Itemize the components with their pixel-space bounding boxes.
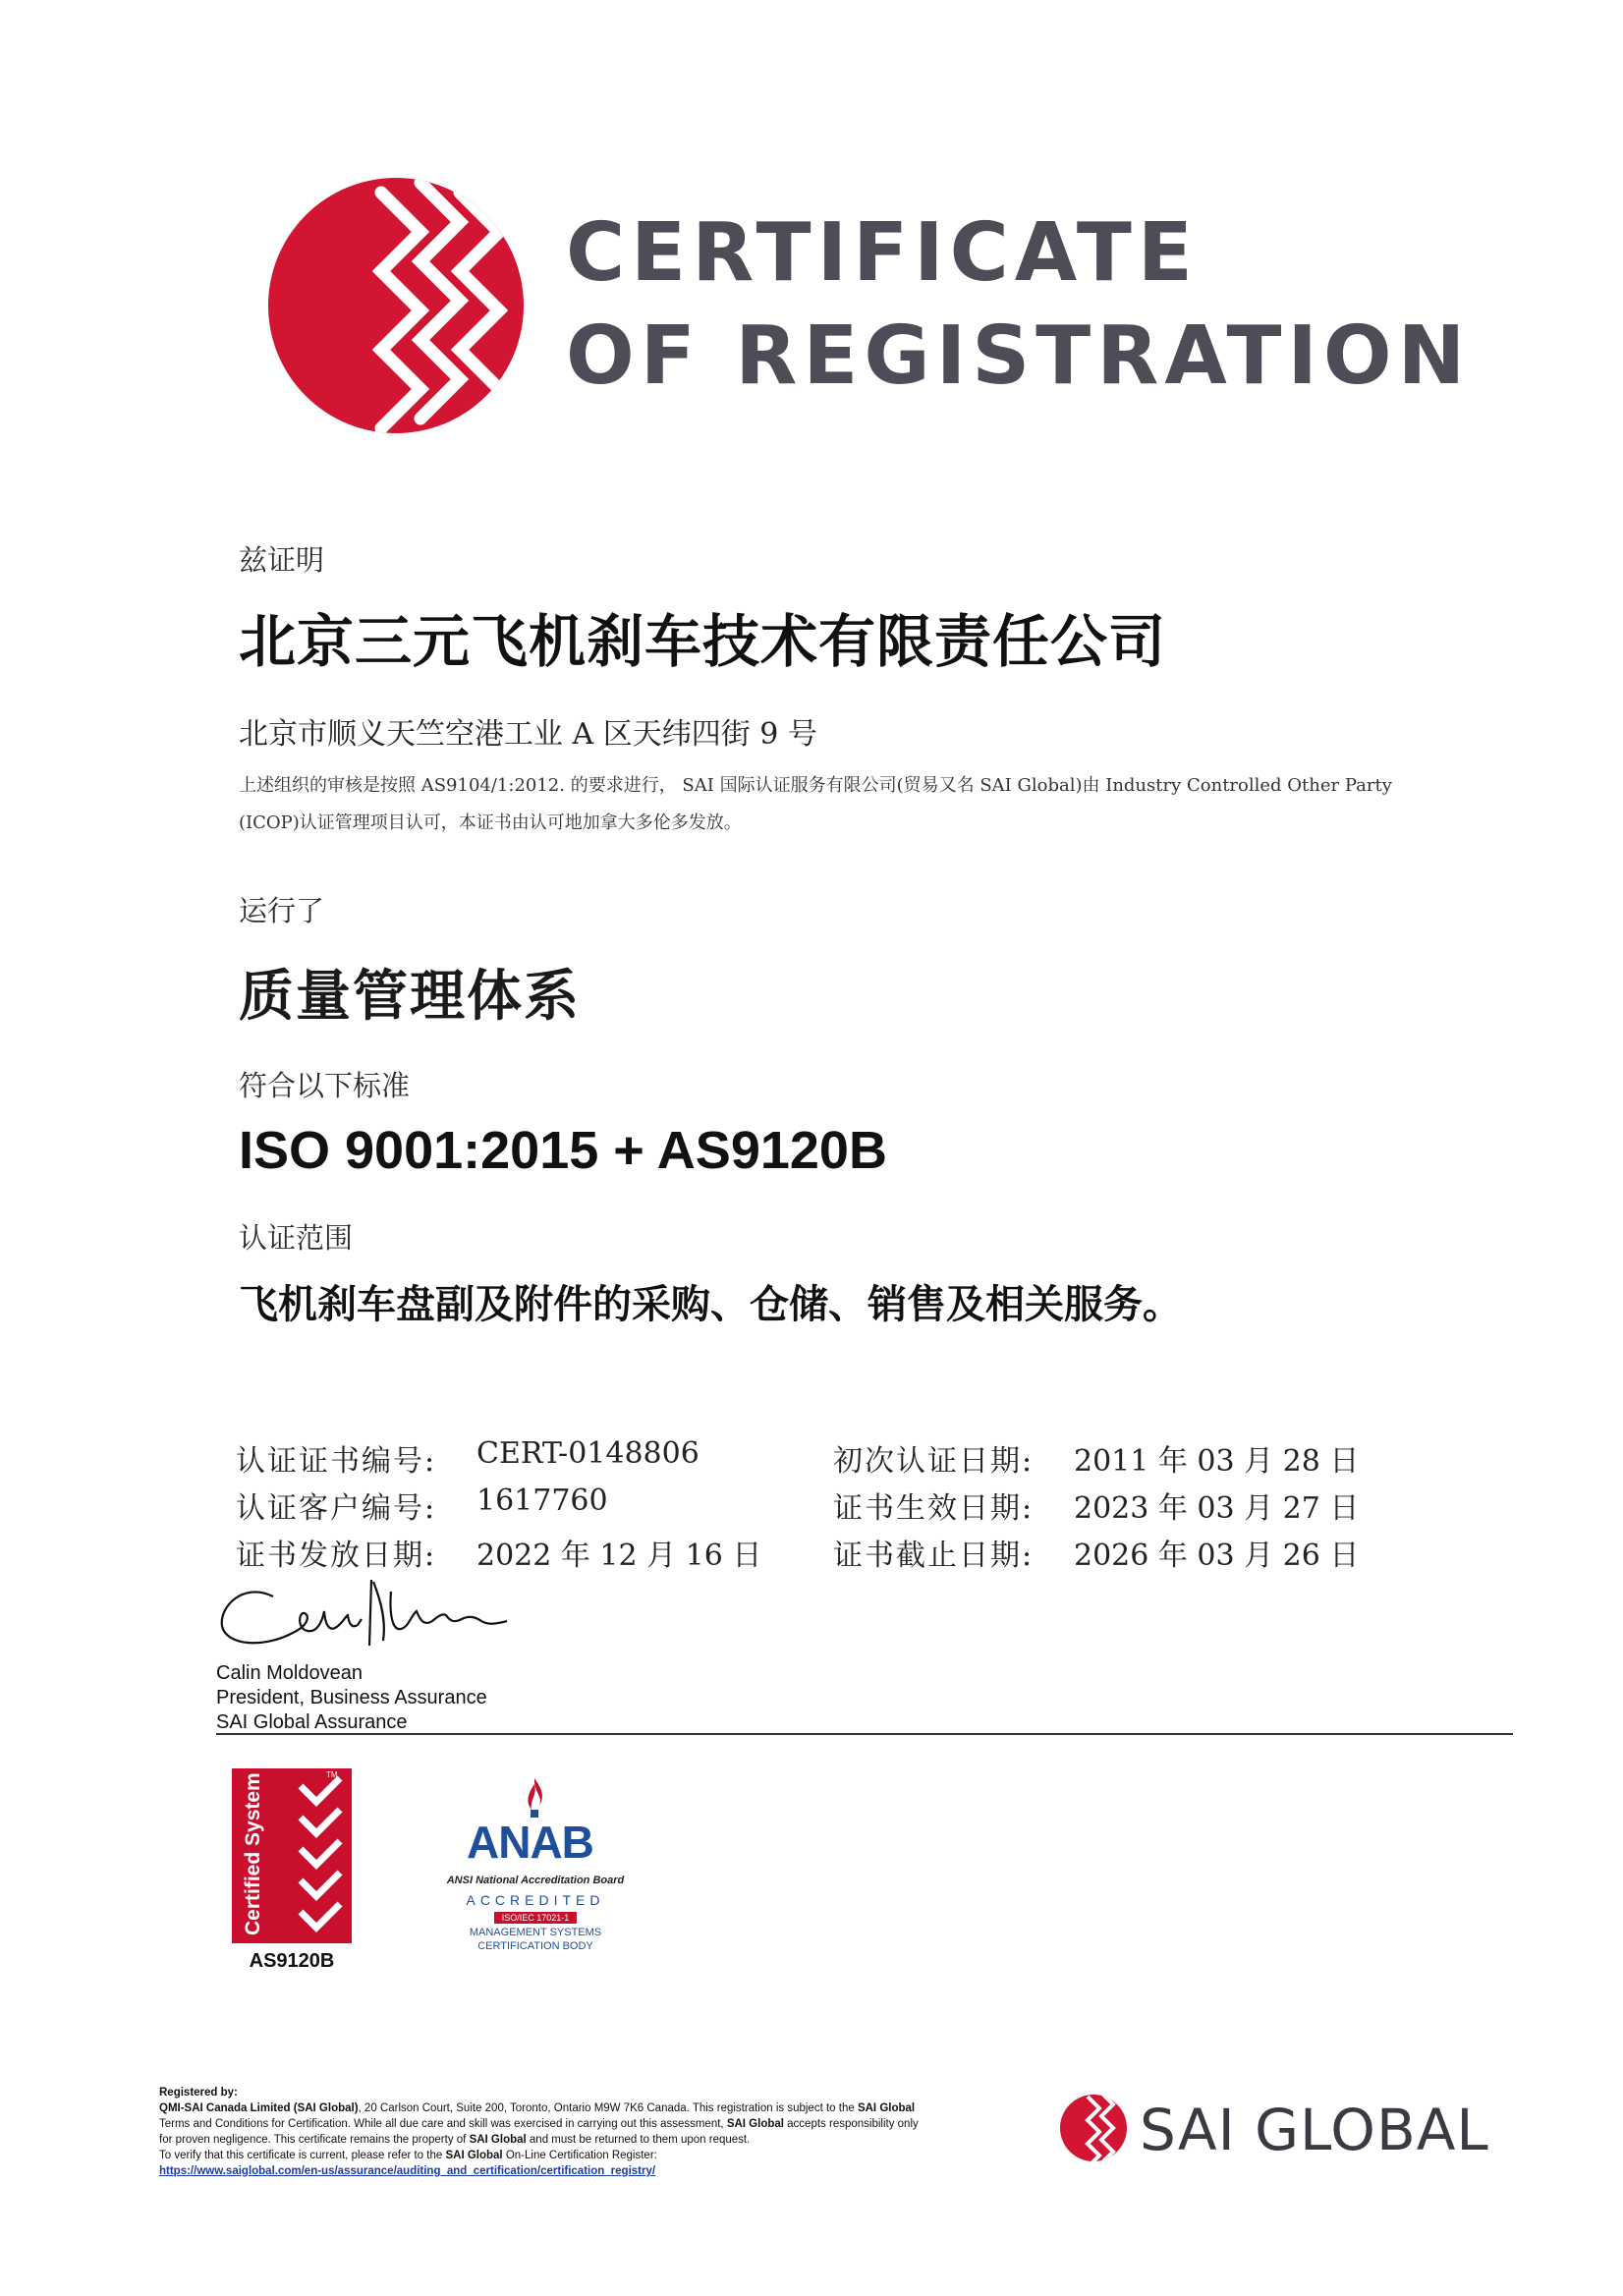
- issue-date-value: 2022 年 12 月 16 日: [476, 1539, 762, 1573]
- sai-global-logo-icon: [263, 173, 529, 438]
- divider-line: [216, 1733, 1513, 1735]
- organization-address: 北京市顺义天竺空港工业 A 区天纬四街 9 号: [239, 717, 817, 752]
- expiry-date-value: 2026 年 03 月 26 日: [1074, 1539, 1360, 1573]
- certificate-title-line2: OF REGISTRATION: [566, 309, 1472, 403]
- accreditation-note-line2: (ICOP)认证管理项目认可，本证书由认可地加拿大多伦多发放。: [239, 812, 742, 833]
- anab-iso-standard: ISO/IEC 17021-1: [494, 1912, 577, 1924]
- scope-label: 认证范围: [239, 1221, 354, 1255]
- expiry-date-label: 证书截止日期:: [833, 1539, 1035, 1573]
- client-number-label: 认证客户编号:: [236, 1491, 437, 1526]
- anab-accredited: ACCREDITED: [466, 1892, 605, 1908]
- initial-date-label: 初次认证日期:: [833, 1444, 1035, 1479]
- accreditation-note-line1: 上述组织的审核是按照 AS9104/1:2012. 的要求进行， SAI 国际认证服务有限公司(贸易又名 SAI Global)由 Industry Controlled Other Party: [239, 775, 1392, 796]
- signatory-company: SAI Global Assurance: [216, 1711, 408, 1733]
- sai-global-wordmark: SAI GLOBAL: [1140, 2097, 1489, 2163]
- certification-registry-link[interactable]: https://www.saiglobal.com/en-us/assurance/auditing_and_certification/certification_registry/: [159, 2165, 656, 2177]
- effective-date-label: 证书生效日期:: [833, 1491, 1035, 1526]
- signatory-name: Calin Moldovean: [216, 1662, 363, 1684]
- torch-flame-icon: [520, 1776, 549, 1818]
- footer-registered-by: Registered by:: [159, 2087, 238, 2099]
- initial-date-value: 2011 年 03 月 28 日: [1074, 1444, 1360, 1479]
- management-system-name: 质量管理体系: [239, 964, 581, 1029]
- footer-line1: QMI-SAI Canada Limited (SAI Global), 20 Carlson Court, Suite 200, Toronto, Ontario M9W 7K6 Canada. This registration is subject to the SAI Global: [159, 2102, 916, 2114]
- certified-system-badge: [232, 1768, 352, 1943]
- certificate-title-line1: CERTIFICATE: [566, 206, 1199, 300]
- certification-scope: 飞机刹车盘副及附件的采购、仓储、销售及相关服务。: [239, 1281, 1182, 1327]
- certified-standard-label: AS9120B: [249, 1950, 335, 1972]
- signature-graphic: [214, 1572, 519, 1660]
- certify-intro: 兹证明: [239, 543, 325, 577]
- issue-date-label: 证书发放日期:: [236, 1539, 437, 1573]
- effective-date-value: 2023 年 03 月 27 日: [1074, 1491, 1360, 1526]
- anab-name: ANAB: [467, 1817, 593, 1868]
- organization-name: 北京三元飞机刹车技术有限责任公司: [239, 608, 1167, 675]
- cert-number-label: 认证证书编号:: [236, 1444, 437, 1479]
- cert-number-value: CERT-0148806: [476, 1436, 700, 1471]
- footer-line2: Terms and Conditions for Certification. While all due care and skill was exercised in carrying out this assessment, SAI Global accepts responsibility only: [159, 2118, 919, 2130]
- standard-name: ISO 9001:2015 + AS9120B: [239, 1121, 887, 1180]
- anab-ms-line2: CERTIFICATION BODY: [477, 1940, 593, 1952]
- certified-system-text: Certified System: [242, 1772, 264, 1935]
- anab-ms-line1: MANAGEMENT SYSTEMS: [469, 1927, 602, 1938]
- signatory-title: President, Business Assurance: [216, 1687, 487, 1708]
- standard-label: 符合以下标准: [239, 1069, 411, 1102]
- client-number-value: 1617760: [476, 1484, 608, 1518]
- system-label: 运行了: [239, 894, 325, 927]
- footer-line4: To verify that this certificate is current, please refer to the SAI Global On-Line Certification Register:: [159, 2150, 657, 2161]
- sai-global-footer-logo-icon: [1058, 2093, 1129, 2163]
- trademark-mark: TM: [326, 1770, 338, 1779]
- footer-line3: for proven negligence. This certificate remains the property of SAI Global and must be returned to them upon request.: [159, 2134, 751, 2146]
- anab-accreditation-badge: [437, 1776, 634, 1953]
- anab-subtitle: ANSI National Accreditation Board: [446, 1875, 625, 1886]
